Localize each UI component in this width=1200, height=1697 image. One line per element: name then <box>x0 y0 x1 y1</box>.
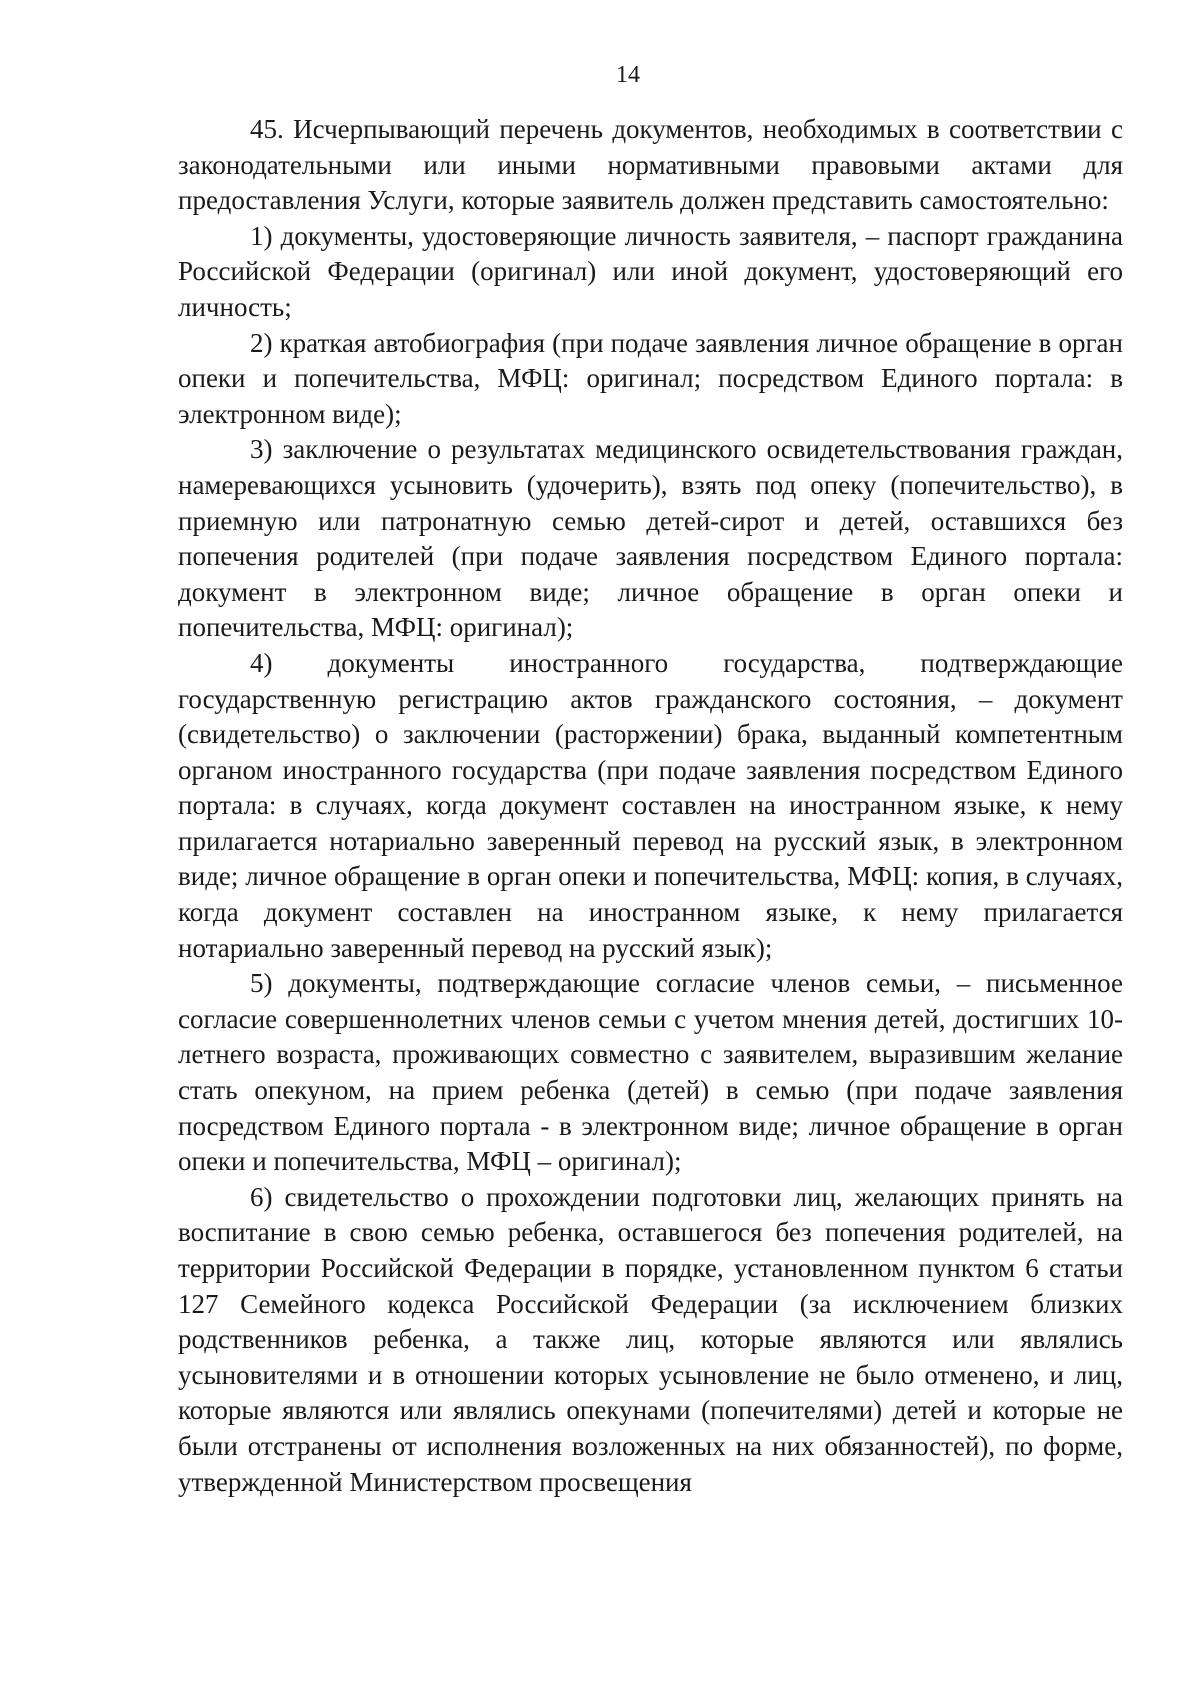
document-body <box>178 112 1123 1500</box>
paragraph-45: 45. Исчерпывающий перечень документов, необходимых в соответствии с законодательными или иными нормативными правовыми актами для предоставления Услуги, которые заявитель должен представить самостоятельно: <box>178 114 1123 216</box>
list-item-5: 5) документы, подтверждающие согласие членов семьи, – письменное согласие совершеннолетних членов семьи с учетом мнения детей, достигших 10-летнего возраста, проживающих совместно с заявителем, выразившим желание стать опекуном, на прием ребенка (детей) в семью (при подаче заявления посредством Единого портала - в электронном виде; личное обращение в орган опеки и попечительства, МФЦ – оригинал); <box>178 968 1123 1177</box>
list-item-2: 2) краткая автобиография (при подаче заявления личное обращение в орган опеки и попечительства, МФЦ: оригинал; посредством Единого портала: в электронном виде); <box>178 327 1123 429</box>
list-item-6: 6) свидетельство о прохождении подготовки лиц, желающих принять на воспитание в свою семью ребенка, оставшегося без попечения родителей, на территории Российской Федерации в порядке, установленном пунктом 6 статьи 127 Семейного кодекса Российской Федерации (за исключением близких родственников ребенка, а также лиц, которые являются или являлись усыновителями и в отношении которых усыновление не было отменено, и лиц, которые являются или являлись опекунами (попечителями) детей и которые не были отстранены от исполнения возложенных на них обязанностей), по форме, утвержденной Министерством просвещения <box>178 1181 1123 1497</box>
list-item-4: 4) документы иностранного государства, подтверждающие государственную регистрацию актов гражданского состояния, – документ (свидетельство) о заключении (расторжении) брака, выданный компетентным органом иностранного государства (при подаче заявления посредством Единого портала: в случаях, когда документ составлен на иностранном языке, к нему прилагается нотариально заверенный перевод на русский язык, в электронном виде; личное обращение в орган опеки и попечительства, МФЦ: копия, в случаях, когда документ составлен на иностранном языке, к нему прилагается нотариально заверенный перевод на русский язык); <box>178 647 1123 963</box>
page-number: 14 <box>616 62 640 88</box>
list-item-1: 1) документы, удостоверяющие личность заявителя, – паспорт гражданина Российской Федерации (оригинал) или иной документ, удостоверяющий его личность; <box>178 220 1123 322</box>
list-item-3: 3) заключение о результатах медицинского освидетельствования граждан, намеревающихся усыновить (удочерить), взять под опеку (попечительство), в приемную или патронатную семью детей-сирот и детей, оставшихся без попечения родителей (при подаче заявления посредством Единого портала: документ в электронном виде; личное обращение в орган опеки и попечительства, МФЦ: оригинал); <box>178 434 1123 643</box>
